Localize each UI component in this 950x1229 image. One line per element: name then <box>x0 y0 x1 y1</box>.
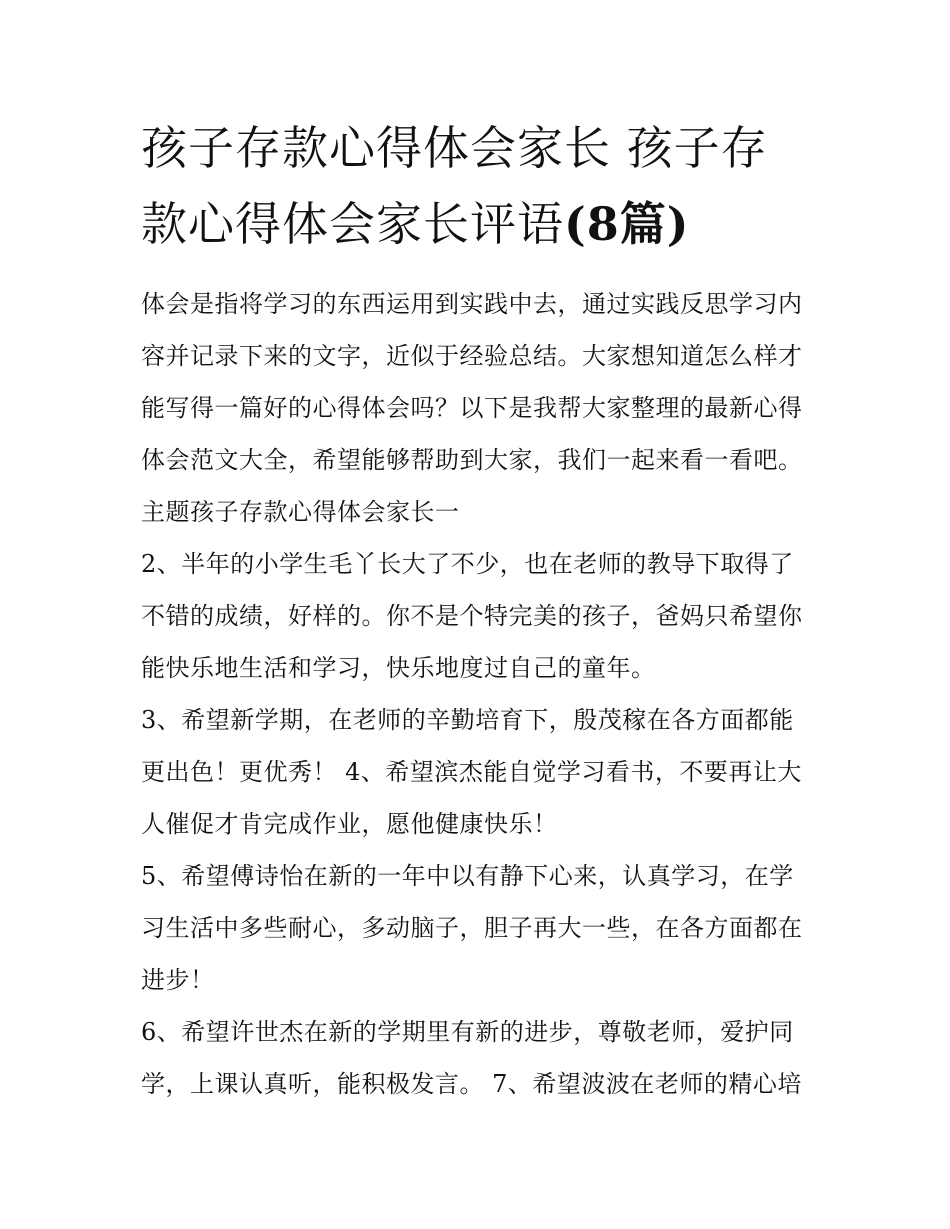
document-title <box>141 110 813 262</box>
text-line: 能快乐地生活和学习，快乐地度过自己的童年。 <box>141 654 656 682</box>
paragraph-intro <box>141 278 813 538</box>
paragraph-item-5 <box>141 850 813 1006</box>
text-line: 人催促才肯完成作业，愿他健康快乐！ <box>141 810 558 838</box>
text-line: 进步！ <box>141 966 215 994</box>
text-line: 更出色！更优秀！ 4、希望滨杰能自觉学习看书，不要再让大 <box>141 758 802 786</box>
text-line: 容并记录下来的文字，近似于经验总结。大家想知道怎么样才 <box>141 342 803 370</box>
paragraph-item-6 <box>141 1006 813 1110</box>
title-count: (8篇) <box>564 197 690 251</box>
text-line: 体会是指将学习的东西运用到实践中去，通过实践反思学习内 <box>141 290 803 318</box>
text-line: 3、希望新学期，在老师的辛勤培育下，殷茂稼在各方面都能 <box>141 706 794 734</box>
text-line: 习生活中多些耐心，多动脑子，胆子再大一些，在各方面都在 <box>141 914 803 942</box>
text-line: 不错的成绩，好样的。你不是个特完美的孩子，爸妈只希望你 <box>141 602 803 630</box>
text-line: 5、希望傅诗怡在新的一年中以有静下心来，认真学习，在学 <box>141 862 794 890</box>
text-line: 6、希望许世杰在新的学期里有新的进步，尊敬老师，爱护同 <box>141 1018 794 1046</box>
document-body <box>141 278 813 1110</box>
document-page <box>141 110 813 1110</box>
section-heading: 主题孩子存款心得体会家长一 <box>141 498 460 526</box>
paragraph-item-3 <box>141 694 813 850</box>
title-line-2: 款心得体会家长评语 <box>141 197 564 251</box>
text-line: 学，上课认真听，能积极发言。 7、希望波波在老师的精心培 <box>141 1070 802 1098</box>
title-line-1: 孩子存款心得体会家长 孩子存 <box>141 121 768 175</box>
paragraph-item-2 <box>141 538 813 694</box>
text-line: 能写得一篇好的心得体会吗？以下是我帮大家整理的最新心得 <box>141 394 803 422</box>
text-line: 2、半年的小学生毛丫长大了不少，也在老师的教导下取得了 <box>141 550 794 578</box>
text-line: 体会范文大全，希望能够帮助到大家，我们一起来看一看吧。 <box>141 446 803 474</box>
